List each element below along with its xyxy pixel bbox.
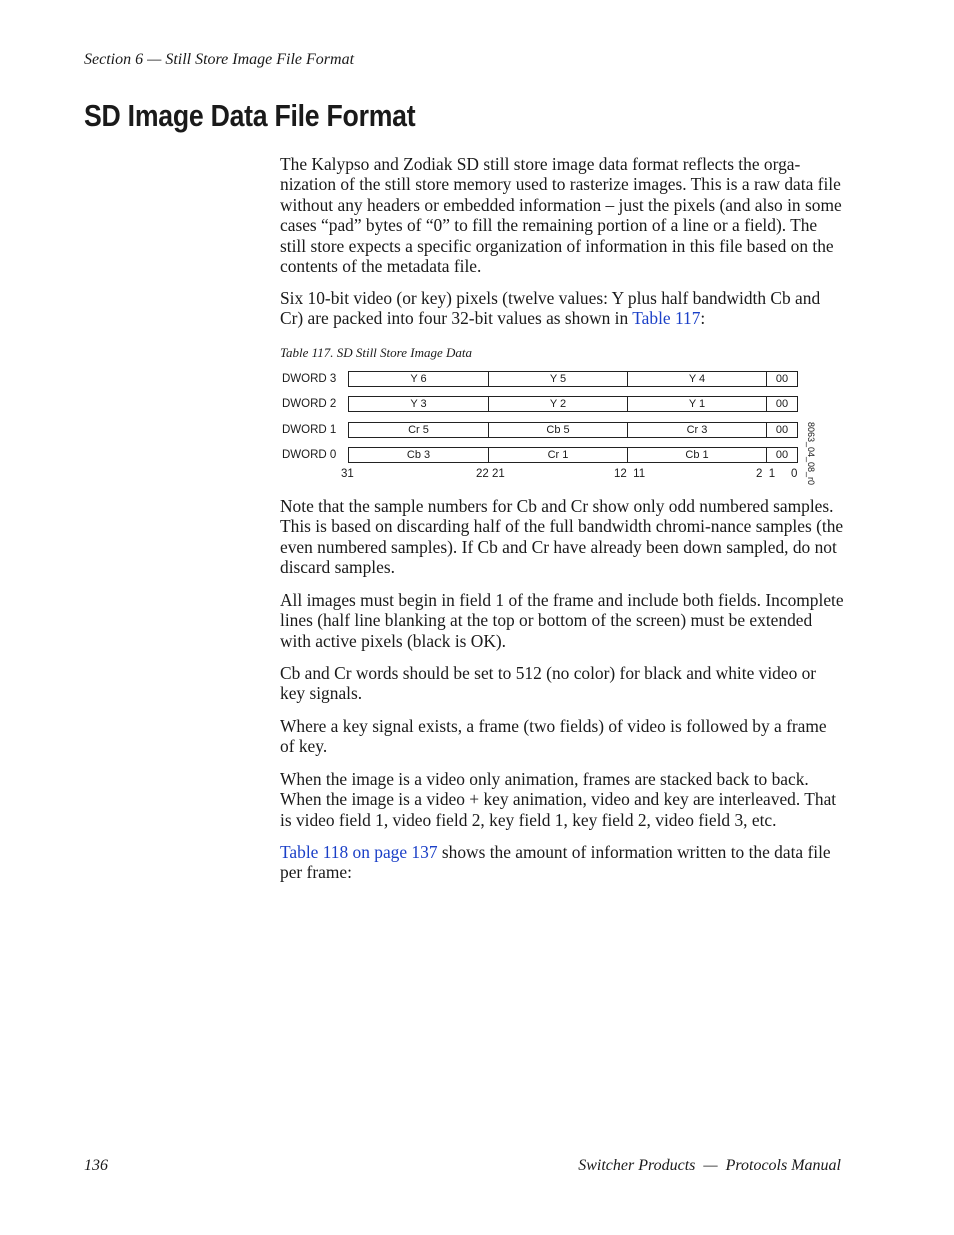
bit-label: 12 11 bbox=[614, 468, 646, 480]
paragraph-text: Where a key signal exists, a frame (two fields) of video is followed by a frame of key. bbox=[280, 716, 827, 757]
paragraph-text: Six 10-bit video (or key) pixels (twelve values: Y plus half bandwidth Cb and Cr) are packed into four 32-bit values as shown in bbox=[280, 288, 821, 329]
paragraph-fields bbox=[280, 590, 844, 651]
bit-label: 2 1 bbox=[756, 468, 776, 480]
paragraph-intro bbox=[280, 154, 844, 276]
cell: Y 1 bbox=[627, 396, 767, 412]
running-header: Section 6 — Still Store Image File Format bbox=[84, 51, 355, 68]
paragraph-text: Cb and Cr words should be set to 512 (no color) for black and white video or key signals. bbox=[280, 663, 817, 704]
paragraph-table118 bbox=[280, 842, 844, 883]
cell: Cr 1 bbox=[488, 447, 628, 463]
bit-label: 22 21 bbox=[476, 468, 505, 480]
paragraph-animation bbox=[280, 769, 844, 830]
cell: 00 bbox=[766, 447, 798, 463]
table-caption: Table 117. SD Still Store Image Data bbox=[280, 345, 472, 360]
cell: Y 3 bbox=[348, 396, 489, 412]
cell: Y 4 bbox=[627, 371, 767, 387]
paragraph-text: All images must begin in field 1 of the frame and include both fields. Incomplete lines (half line blanking at the top or bottom of the screen) must be extended with active pixels (black is OK). bbox=[280, 590, 844, 651]
row-label-dword1: DWORD 1 bbox=[282, 424, 337, 436]
cell: Y 6 bbox=[348, 371, 489, 387]
page-number: 136 bbox=[84, 1157, 108, 1174]
paragraph-text: The Kalypso and Zodiak SD still store image data format reflects the orga-nization of the still store memory used to rasterize images. This is a raw data file without any headers or embedded information – just the pixels (and also in some cases “pad” bytes of “0” to fill the remaining portion of a line or a field). The still store expects a specific organization of information in this file based on the contents of the metadata file. bbox=[280, 154, 842, 277]
cell: 00 bbox=[766, 422, 798, 438]
table-117-link[interactable]: Table 117 bbox=[632, 308, 701, 329]
cell: Cb 3 bbox=[348, 447, 489, 463]
cell: 00 bbox=[766, 371, 798, 387]
bit-label: 31 bbox=[341, 468, 354, 480]
paragraph-text: shows the amount of information written to the data file per frame: bbox=[280, 842, 831, 883]
dword-diagram bbox=[280, 362, 840, 487]
paragraph-key bbox=[280, 716, 844, 757]
cell: Y 5 bbox=[488, 371, 628, 387]
paragraph-text: Note that the sample numbers for Cb and Cr show only odd numbered samples. This is based on discarding half of the full bandwidth chromi-nance samples (the even numbered samples). If Cb and Cr have already been down sampled, do not discard samples. bbox=[280, 496, 844, 578]
figure-id: 8063_04_08_r0 bbox=[806, 422, 816, 486]
footer-title: Switcher Products — Protocols Manual bbox=[578, 1157, 841, 1174]
table-118-link[interactable]: Table 118 on page 137 bbox=[280, 842, 438, 862]
row-label-dword0: DWORD 0 bbox=[282, 449, 337, 461]
paragraph-text: : bbox=[700, 308, 706, 329]
cell: Cr 3 bbox=[627, 422, 767, 438]
cell: Y 2 bbox=[488, 396, 628, 412]
paragraph-text: When the image is a video only animation, frames are stacked back to back. When the image is a video + key animation, video and key are interleaved. That is video field 1, video field 2, key field 1, key field 2, video field 3, etc. bbox=[280, 769, 837, 830]
cell: Cb 5 bbox=[488, 422, 628, 438]
bit-label: 0 bbox=[791, 468, 798, 480]
page-title: SD Image Data File Format bbox=[84, 98, 416, 133]
row-label-dword3: DWORD 3 bbox=[282, 373, 337, 385]
row-label-dword2: DWORD 2 bbox=[282, 398, 337, 410]
paragraph-packing bbox=[280, 288, 844, 329]
cell: 00 bbox=[766, 396, 798, 412]
paragraph-cbcr bbox=[280, 663, 844, 704]
cell: Cr 5 bbox=[348, 422, 489, 438]
cell: Cb 1 bbox=[627, 447, 767, 463]
paragraph-samples bbox=[280, 496, 844, 578]
